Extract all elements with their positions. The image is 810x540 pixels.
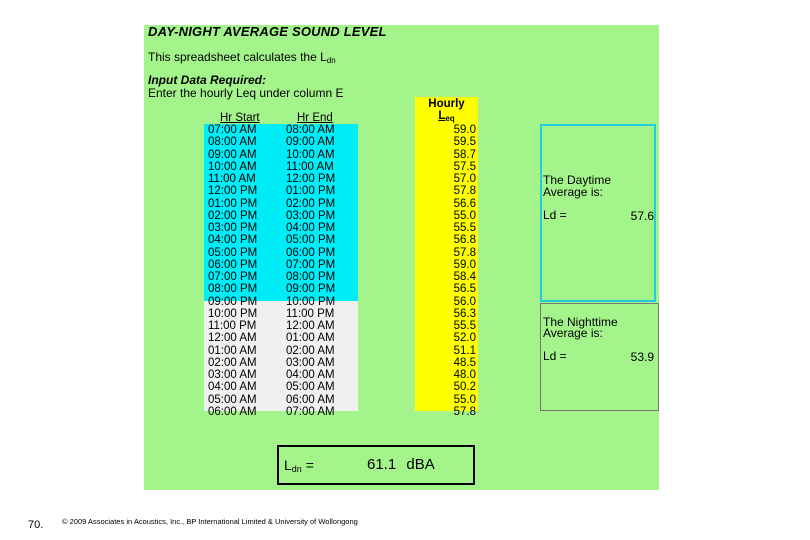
hr-end-cell: 10:00 PM — [286, 295, 336, 308]
hr-start-cell: 11:00 AM — [208, 173, 256, 185]
daytime-label: Ld = — [543, 208, 567, 222]
hr-start-cell: 09:00 AM — [208, 148, 257, 161]
leq-cell[interactable]: 56.3 — [453, 307, 476, 320]
leq-cell[interactable]: 57.8 — [453, 405, 476, 418]
hr-end-cell: 01:00 PM — [286, 185, 336, 198]
table-row — [204, 234, 358, 247]
ldn-value: 61.1 dBA — [367, 456, 435, 473]
leq-cell[interactable]: 58.7 — [453, 148, 476, 161]
hr-end-cell: 09:00 PM — [286, 283, 336, 296]
hr-end-cell: 08:00 AM — [286, 124, 335, 136]
hr-start-header: Hr Start — [220, 112, 260, 124]
leq-header-L: L — [438, 110, 446, 122]
leq-cell[interactable]: 59.0 — [453, 258, 476, 271]
leq-cell[interactable]: 56.5 — [453, 283, 476, 296]
hr-end-cell: 12:00 AM — [286, 320, 335, 332]
hr-start-cell: 08:00 AM — [208, 136, 257, 149]
hr-start-cell: 12:00 AM — [208, 332, 257, 345]
leq-header-sub: eq — [445, 114, 455, 123]
leq-header-line1: Hourly — [428, 98, 465, 110]
hr-end-cell: 02:00 PM — [286, 197, 336, 210]
ldn-label — [284, 457, 314, 474]
leq-cell[interactable]: 57.0 — [453, 173, 476, 185]
leq-cell[interactable]: 58.4 — [453, 271, 476, 283]
hr-start-cell: 10:00 PM — [208, 307, 258, 320]
hr-start-cell: 06:00 PM — [208, 258, 258, 271]
nighttime-line2: Average is: — [543, 326, 603, 340]
hr-end-cell: 05:00 AM — [286, 381, 335, 394]
hr-start-cell: 05:00 AM — [208, 393, 257, 406]
hr-start-cell: 05:00 PM — [208, 246, 258, 259]
table-row — [204, 394, 358, 407]
table-row — [204, 149, 358, 162]
hr-end-cell: 11:00 PM — [286, 307, 335, 320]
leq-cell[interactable]: 57.8 — [453, 246, 476, 259]
hr-start-cell: 01:00 PM — [208, 197, 258, 210]
hr-end-cell: 08:00 PM — [286, 271, 336, 283]
table-row — [204, 222, 358, 235]
hr-start-cell: 03:00 PM — [208, 222, 258, 234]
hr-end-cell: 07:00 PM — [286, 258, 336, 271]
leq-cell[interactable]: 55.5 — [453, 320, 476, 332]
table-row — [204, 406, 358, 419]
table-row — [204, 332, 358, 345]
copyright-text: © 2009 Associates in Acoustics, Inc., BP International Limited & University of Wollongong — [62, 517, 358, 526]
leq-header-line2 — [415, 110, 478, 125]
table-row — [204, 247, 358, 260]
table-row — [204, 185, 358, 198]
leq-cell[interactable]: 59.5 — [453, 136, 476, 149]
table-row — [204, 296, 358, 309]
table-row — [204, 271, 358, 284]
page-number: 70. — [28, 519, 44, 531]
hr-start-cell: 02:00 AM — [208, 356, 257, 369]
hr-end-cell: 04:00 AM — [286, 369, 335, 381]
leq-cell[interactable]: 57.5 — [453, 160, 476, 173]
calc-subscript: dn — [326, 56, 336, 65]
hr-start-cell: 12:00 PM — [208, 185, 258, 198]
leq-header — [415, 98, 478, 125]
hr-end-cell: 05:00 PM — [286, 234, 336, 247]
leq-cell[interactable]: 57.8 — [453, 185, 476, 198]
table-row — [204, 381, 358, 394]
hr-end-cell: 09:00 AM — [286, 136, 335, 149]
table-row — [204, 124, 358, 137]
table-row — [204, 198, 358, 211]
calc-description — [148, 50, 336, 65]
hr-end-header: Hr End — [297, 112, 333, 124]
hr-end-cell: 03:00 PM — [286, 209, 336, 222]
hr-end-cell: 12:00 PM — [286, 173, 336, 185]
table-row — [204, 357, 358, 370]
calc-text: This spreadsheet calculates the L — [148, 50, 327, 64]
leq-cell[interactable]: 56.0 — [453, 295, 476, 308]
hr-start-cell: 01:00 AM — [208, 344, 257, 357]
leq-cell[interactable]: 48.0 — [453, 369, 476, 381]
hr-start-cell: 10:00 AM — [208, 160, 257, 173]
leq-cell[interactable]: 52.0 — [453, 332, 476, 345]
leq-cell[interactable]: 50.2 — [453, 381, 476, 394]
hr-end-cell: 06:00 AM — [286, 393, 335, 406]
table-row — [204, 173, 358, 186]
leq-cell[interactable]: 51.1 — [453, 344, 476, 357]
hr-end-cell: 02:00 AM — [286, 344, 335, 357]
sheet-title: DAY-NIGHT AVERAGE SOUND LEVEL — [148, 24, 387, 39]
hr-start-cell: 11:00 PM — [208, 320, 257, 332]
hr-end-cell: 06:00 PM — [286, 246, 336, 259]
nighttime-label: Ld = — [543, 349, 567, 363]
hr-end-cell: 10:00 AM — [286, 148, 335, 161]
hr-start-cell: 06:00 AM — [208, 405, 257, 418]
leq-cell[interactable]: 59.0 — [453, 124, 476, 136]
leq-cell[interactable]: 55.5 — [453, 222, 476, 234]
hr-start-cell: 09:00 PM — [208, 295, 258, 308]
table-row — [204, 345, 358, 358]
hr-start-cell: 03:00 AM — [208, 369, 257, 381]
table-row — [204, 320, 358, 333]
table-row — [204, 136, 358, 149]
ldn-label-sub: dn — [291, 464, 302, 474]
leq-cell[interactable]: 56.6 — [453, 197, 476, 210]
nighttime-line1: The Nighttime — [543, 315, 618, 329]
table-row — [204, 308, 358, 321]
table-row — [204, 161, 358, 174]
hr-start-cell: 02:00 PM — [208, 209, 258, 222]
leq-cell[interactable]: 48.5 — [453, 356, 476, 369]
ldn-label-L: L — [284, 457, 292, 473]
hr-start-cell: 07:00 PM — [208, 271, 258, 283]
table-row — [204, 210, 358, 223]
daytime-line1: The Daytime — [543, 173, 612, 187]
hr-end-cell: 04:00 PM — [286, 222, 336, 234]
table-row — [204, 283, 358, 296]
nighttime-value: 53.9 — [630, 350, 654, 364]
leq-cell[interactable]: 55.0 — [453, 209, 476, 222]
table-row — [204, 259, 358, 272]
leq-cell[interactable]: 55.0 — [453, 393, 476, 406]
input-title: Input Data Required: — [148, 73, 267, 87]
hr-start-cell: 07:00 AM — [208, 124, 257, 136]
hr-end-cell: 11:00 AM — [286, 160, 334, 173]
hr-end-cell: 07:00 AM — [286, 405, 335, 418]
hr-start-cell: 04:00 PM — [208, 234, 258, 247]
hr-end-cell: 03:00 AM — [286, 356, 335, 369]
table-row — [204, 369, 358, 382]
hr-start-cell: 08:00 PM — [208, 283, 258, 296]
daytime-value: 57.6 — [630, 209, 654, 223]
hr-start-cell: 04:00 AM — [208, 381, 257, 394]
leq-cell[interactable]: 56.8 — [453, 234, 476, 247]
ldn-label-eq: = — [305, 457, 314, 473]
instruction-text: Enter the hourly Leq under column E — [148, 86, 344, 100]
daytime-line2: Average is: — [543, 185, 603, 199]
hr-end-cell: 01:00 AM — [286, 332, 335, 345]
